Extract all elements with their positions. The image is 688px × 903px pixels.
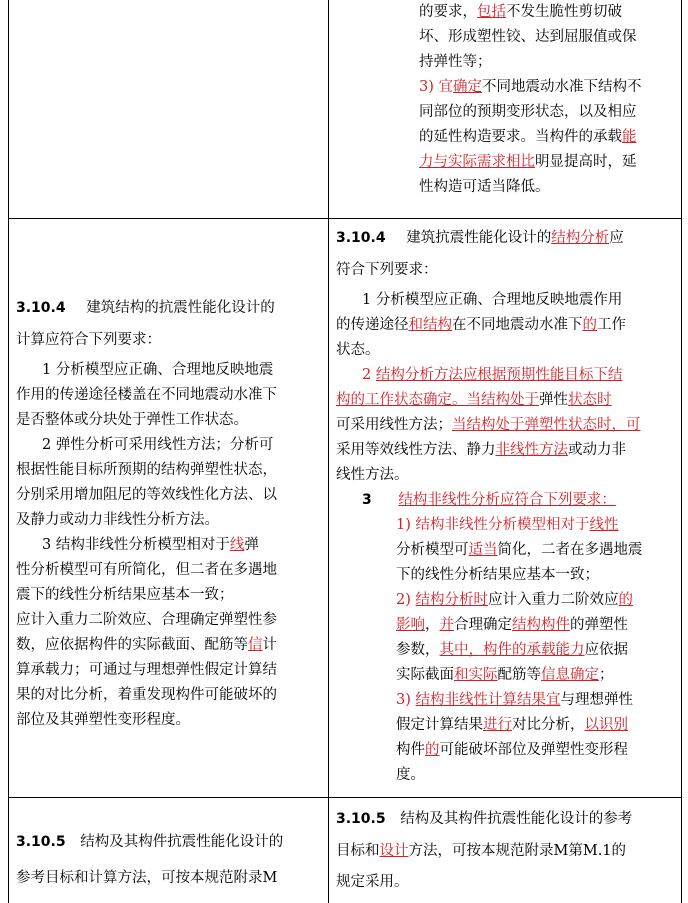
text-line xyxy=(419,125,679,150)
text-run: 计 xyxy=(262,637,277,653)
text-run: ， xyxy=(425,617,440,633)
text-run: 应计入重力二阶效应、合理确定弹塑性参 xyxy=(16,612,277,628)
text-run: 的弹塑性 xyxy=(570,617,628,633)
item-number: 3 xyxy=(362,492,372,508)
item-3-title: 结构非线性分析应符合下列要求： xyxy=(398,492,616,508)
text-line xyxy=(16,433,322,458)
clause-number: 3.10.5 xyxy=(336,811,386,827)
text-run: 结构分析时 xyxy=(415,592,488,608)
text-run: 与理想弹性 xyxy=(560,692,633,708)
table-border-right xyxy=(681,0,682,903)
text-line xyxy=(16,383,322,408)
table-border-middle xyxy=(328,0,329,903)
text-line xyxy=(16,533,322,558)
text-line xyxy=(396,688,678,713)
clause-body xyxy=(16,358,322,733)
text-run: 下的线性分析结果应基本一致； xyxy=(396,567,599,583)
text-line xyxy=(16,458,322,483)
text-line xyxy=(16,483,322,508)
clause-heading xyxy=(16,828,322,856)
text-line xyxy=(396,738,678,763)
text-run: 采用等效线性方法、静力 xyxy=(336,442,496,458)
text-run: 力与实际需求相比 xyxy=(419,154,535,170)
text-run: 状态。 xyxy=(336,342,380,358)
clause-3-10-5-original xyxy=(16,828,322,900)
clause-heading xyxy=(336,224,678,252)
text-run: ； xyxy=(599,667,614,683)
text-run: 对比分析， xyxy=(512,717,585,733)
text-line xyxy=(396,638,678,663)
text-run: 能 xyxy=(622,129,637,145)
text-run: 构件 xyxy=(396,742,425,758)
text-line xyxy=(336,363,678,388)
text-run: 不同地震动水准下结构不 xyxy=(482,79,642,95)
text-line xyxy=(396,563,678,588)
text-line xyxy=(336,338,678,363)
text-line xyxy=(396,613,678,638)
text-run: 坏、形成塑性铰、达到屈服值或保 xyxy=(419,29,637,45)
clause-3-10-4-revised xyxy=(336,224,678,788)
text-run: 结构分析方法应根据预期性能目标下结 xyxy=(375,367,623,383)
text-run: 结构构件 xyxy=(512,617,570,633)
text-run: 3 结构非线性分析模型相对于 xyxy=(42,537,230,553)
text-line xyxy=(396,513,678,538)
text-run: 状态时 xyxy=(568,392,612,408)
clause-heading xyxy=(16,294,322,322)
text-line xyxy=(419,25,679,50)
text-run: 及静力或动力非线性分析方法。 xyxy=(16,512,219,528)
text-run: 明显提高时，延 xyxy=(535,154,637,170)
text-line xyxy=(16,558,322,583)
text-run: 非线性方法 xyxy=(495,442,568,458)
text-run: 设计 xyxy=(379,843,409,859)
clause-number: 3.10.4 xyxy=(16,300,66,316)
text-line xyxy=(396,663,678,688)
text-line xyxy=(396,588,678,613)
text-run: 合理确定 xyxy=(454,617,512,633)
text-run: 的 xyxy=(582,317,597,333)
clause-line-2 xyxy=(336,833,678,869)
text-line xyxy=(16,633,322,658)
text-run: 确定 xyxy=(453,79,482,95)
text-line xyxy=(419,0,679,25)
text-line xyxy=(396,763,678,788)
text-run: 震下的线性分析结果应基本一致； xyxy=(16,587,234,603)
text-run: 包括 xyxy=(477,4,506,20)
text-line xyxy=(419,100,679,125)
text-run: 或动力非 xyxy=(568,442,626,458)
text-run: 3) xyxy=(396,692,416,708)
text-run: 线性 xyxy=(589,517,619,533)
clause-title: 建筑结构的抗震性能化设计的 xyxy=(86,300,275,316)
text-line xyxy=(336,313,678,338)
text-run: 结构非线性计算结果宜 xyxy=(415,692,561,708)
clause-line-3: 规定采用。 xyxy=(336,874,409,890)
text-run: 进行 xyxy=(483,717,512,733)
text-run: 分析模型可 xyxy=(396,542,469,558)
text-run: 可采用线性方法； xyxy=(336,417,452,433)
text-run: 同部位的预期变形状态，以及相应 xyxy=(419,104,637,120)
text-run: 方法，可按本规范附录M第M.1的 xyxy=(408,843,627,859)
text-line xyxy=(419,50,679,75)
text-run: 的 xyxy=(618,592,633,608)
text-run: 度。 xyxy=(396,767,425,783)
text-run: 果的对比分析，着重发现构件可能破坏的 xyxy=(16,687,277,703)
text-run: 是否整体或分块处于弹性工作状态。 xyxy=(16,412,248,428)
clause-number: 3.10.5 xyxy=(16,834,66,850)
text-run: 2 弹性分析可采用线性方法；分析可 xyxy=(42,437,274,453)
text-line xyxy=(336,288,678,313)
text-run: 2) xyxy=(396,592,416,608)
text-line xyxy=(16,358,322,383)
text-line xyxy=(16,608,322,633)
text-run: 3) 宜 xyxy=(419,79,453,95)
text-run: 1) 结构非线性分析模型相对于 xyxy=(396,517,590,533)
text-run: 根据性能目标所预期的结构弹塑性状态， xyxy=(16,462,277,478)
text-run: 的延性构造要求。当构件的承载 xyxy=(419,129,622,145)
clause-3-10-4-original xyxy=(16,294,322,733)
clause-body xyxy=(336,288,678,488)
text-line xyxy=(419,75,679,100)
text-run: 数，应依据构件的实际截面、配筋等 xyxy=(16,637,248,653)
text-line xyxy=(336,413,678,438)
text-run: 和结构 xyxy=(408,317,452,333)
item-3-subitems xyxy=(336,513,678,788)
text-line xyxy=(336,463,678,488)
text-run: 1 分析模型应正确、合理地反映地震 xyxy=(42,362,274,378)
text-run: 算承载力；可通过与理想弹性假定计算结 xyxy=(16,662,277,678)
text-run: 应计入重力二阶效应 xyxy=(488,592,619,608)
text-line xyxy=(336,388,678,413)
text-run: 工作 xyxy=(597,317,626,333)
text-run: 构的工作状态确定。当结构处于 xyxy=(336,392,539,408)
text-line xyxy=(336,438,678,463)
row-divider-1 xyxy=(8,218,682,219)
text-line xyxy=(419,175,679,200)
text-run: 的传递途径 xyxy=(336,317,409,333)
text-run: 弹 xyxy=(244,537,259,553)
text-run: 性分析模型可有所简化，但二者在多遇地 xyxy=(16,562,277,578)
text-line xyxy=(419,150,679,175)
text-run: 应依据 xyxy=(584,642,628,658)
text-line xyxy=(16,408,322,433)
text-run: 配筋等 xyxy=(497,667,541,683)
text-line xyxy=(16,658,322,683)
clause-title-continued: 参考目标和计算方法，可按本规范附录M xyxy=(16,870,278,886)
text-run: 实际截面 xyxy=(396,667,454,683)
text-run: 适当 xyxy=(468,542,498,558)
text-run: 1 分析模型应正确、合理地反映地震作用 xyxy=(362,292,623,308)
text-run: 线 xyxy=(229,537,245,553)
text-run: 并 xyxy=(439,617,454,633)
text-line xyxy=(16,708,322,733)
clause-3-10-5-revised xyxy=(336,805,678,895)
text-run: 建筑抗震性能化设计的 xyxy=(406,230,552,246)
clause-title-continued: 符合下列要求： xyxy=(336,262,438,278)
text-run: 持弹性等； xyxy=(419,54,492,70)
text-run: 信 xyxy=(248,637,263,653)
clause-title: 结构及其构件抗震性能化设计的 xyxy=(80,834,284,850)
text-run: 可能破坏部位及弹塑性变形程 xyxy=(439,742,628,758)
text-run: 其中，构件的承载能力 xyxy=(439,642,585,658)
text-run: 弹性 xyxy=(539,392,568,408)
text-line xyxy=(16,508,322,533)
text-line xyxy=(396,713,678,738)
text-run: 参数， xyxy=(396,642,440,658)
table-border-left xyxy=(8,0,9,903)
text-run: 影响 xyxy=(396,617,425,633)
text-line xyxy=(396,538,678,563)
clause-heading xyxy=(336,805,678,833)
text-run: 应 xyxy=(609,230,624,246)
text-run: 信息确定 xyxy=(541,667,599,683)
text-run: 以识别 xyxy=(584,717,628,733)
text-run: 当结构处于弹塑性状态时，可 xyxy=(452,417,641,433)
clause-title xyxy=(406,230,624,246)
clause-title-continued: 计算应符合下列要求： xyxy=(16,332,161,348)
text-run: 作用的传递途径楼盖在不同地震动水准下 xyxy=(16,387,277,403)
text-line xyxy=(16,583,322,608)
text-run: 分别采用增加阻尼的等效线性化方法、以 xyxy=(16,487,277,503)
text-run: 线性方法。 xyxy=(336,467,409,483)
clause-number: 3.10.4 xyxy=(336,230,386,246)
text-line xyxy=(16,683,322,708)
row-divider-2 xyxy=(8,797,682,798)
text-run: 结构分析 xyxy=(551,230,610,246)
text-run: 和实际 xyxy=(454,667,498,683)
item-3-heading xyxy=(336,488,678,513)
clause-title: 结构及其构件抗震性能化设计的参考 xyxy=(400,811,633,827)
text-run: 的 xyxy=(425,742,440,758)
text-run: 2 xyxy=(362,367,376,383)
text-run: 不发生脆性剪切破 xyxy=(506,4,622,20)
text-run: 假定计算结果 xyxy=(396,717,483,733)
text-run: 目标和 xyxy=(336,843,380,859)
text-run: 的要求， xyxy=(419,4,477,20)
text-run: 性构造可适当降低。 xyxy=(419,179,550,195)
top-right-cell xyxy=(419,0,679,200)
text-run: 简化，二者在多遇地震 xyxy=(497,542,643,558)
text-run: 在不同地震动水准下 xyxy=(452,317,583,333)
text-run: 部位及其弹塑性变形程度。 xyxy=(16,712,190,728)
